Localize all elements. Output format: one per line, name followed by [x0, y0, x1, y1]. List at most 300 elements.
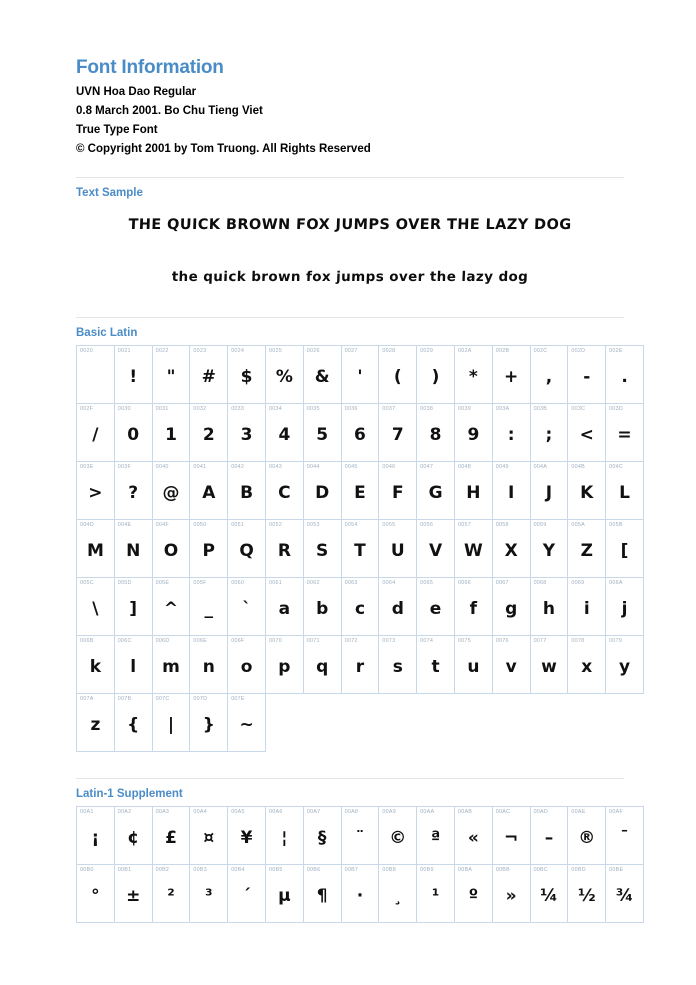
glyph-character: /	[92, 425, 99, 445]
glyph-code-label: 0063	[344, 580, 358, 586]
glyph-cell[interactable]	[379, 520, 417, 578]
glyph-cell[interactable]	[114, 578, 152, 636]
glyph-cell-inner	[77, 807, 114, 864]
glyph-cell[interactable]	[77, 694, 115, 752]
glyph-cell[interactable]	[265, 578, 303, 636]
glyph-cell-inner	[115, 404, 152, 461]
glyph-cell[interactable]	[492, 346, 530, 404]
glyph-cell[interactable]	[303, 346, 341, 404]
glyph-cell-inner	[568, 462, 605, 519]
glyph-cell[interactable]	[379, 404, 417, 462]
glyph-cell[interactable]	[190, 865, 228, 923]
glyph-cell-inner	[153, 520, 190, 577]
glyph-code-label: 007C	[155, 696, 170, 702]
glyph-cell[interactable]	[77, 462, 115, 520]
glyph-code-label: 004F	[155, 522, 169, 528]
glyph-cell-inner	[77, 346, 114, 403]
glyph-character: <	[579, 425, 594, 445]
glyph-code-label: 00B2	[155, 867, 170, 873]
glyph-cell-inner	[228, 865, 265, 922]
glyph-cell[interactable]	[190, 462, 228, 520]
glyph-cell[interactable]	[568, 865, 606, 923]
glyph-code-label: 00A3	[155, 809, 170, 815]
glyph-cell[interactable]	[77, 346, 115, 404]
glyph-character: s	[392, 657, 403, 677]
glyph-cell-inner	[379, 346, 416, 403]
glyph-character: T	[354, 541, 366, 561]
glyph-code-label: 0043	[268, 464, 282, 470]
glyph-cell-inner	[493, 807, 530, 864]
glyph-character: v	[505, 657, 517, 677]
glyph-cell[interactable]	[228, 404, 266, 462]
glyph-character: >	[88, 483, 103, 503]
latin1-supplement-section	[76, 778, 634, 923]
glyph-cell[interactable]	[568, 404, 606, 462]
glyph-cell[interactable]	[568, 636, 606, 694]
glyph-cell[interactable]	[530, 520, 568, 578]
glyph-cell[interactable]	[114, 520, 152, 578]
glyph-character: V	[428, 541, 443, 561]
glyph-cell[interactable]	[303, 404, 341, 462]
glyph-cell-inner	[342, 807, 379, 864]
glyph-character: ½	[577, 886, 596, 906]
glyph-cell[interactable]	[190, 636, 228, 694]
glyph-cell[interactable]	[77, 807, 115, 865]
glyph-cell-empty	[379, 694, 417, 752]
glyph-character: P	[202, 541, 216, 561]
glyph-cell[interactable]	[568, 520, 606, 578]
glyph-cell-inner	[228, 694, 265, 751]
glyph-cell[interactable]	[190, 578, 228, 636]
glyph-code-label: 00B1	[117, 867, 132, 873]
glyph-character: ?	[128, 483, 139, 503]
glyph-cell[interactable]	[114, 807, 152, 865]
font-version-line: 0.8 March 2001. Bo Chu Tieng Viet	[76, 105, 263, 117]
glyph-character: ¾	[615, 886, 634, 906]
glyph-character: -	[583, 367, 591, 387]
glyph-code-label: 00BE	[609, 867, 624, 873]
glyph-character: ¢	[127, 828, 140, 848]
glyph-cell[interactable]	[77, 520, 115, 578]
glyph-code-label: 003D	[609, 406, 624, 412]
glyph-character: ©	[389, 828, 407, 848]
glyph-code-label: 0073	[382, 638, 396, 644]
glyph-cell[interactable]	[454, 578, 492, 636]
glyph-cell[interactable]	[379, 346, 417, 404]
glyph-cell[interactable]	[228, 694, 266, 752]
glyph-character: d	[391, 599, 404, 619]
glyph-cell[interactable]	[114, 404, 152, 462]
glyph-character: _	[204, 599, 214, 619]
glyph-cell[interactable]	[379, 578, 417, 636]
glyph-code-label: 0070	[268, 638, 282, 644]
glyph-cell[interactable]	[228, 578, 266, 636]
glyph-cell-inner	[606, 346, 643, 403]
glyph-cell[interactable]	[114, 694, 152, 752]
glyph-cell-inner	[568, 865, 605, 922]
glyph-cell-inner	[342, 404, 379, 461]
glyph-cell[interactable]	[152, 694, 190, 752]
glyph-cell[interactable]	[228, 520, 266, 578]
glyph-cell[interactable]	[454, 404, 492, 462]
glyph-cell[interactable]	[152, 636, 190, 694]
glyph-cell[interactable]	[341, 520, 379, 578]
glyph-cell-inner	[77, 520, 114, 577]
glyph-cell[interactable]	[341, 636, 379, 694]
glyph-cell[interactable]	[492, 865, 530, 923]
glyph-cell-empty	[265, 694, 303, 752]
glyph-cell[interactable]	[606, 462, 644, 520]
glyph-cell[interactable]	[417, 520, 455, 578]
glyph-character: !	[129, 367, 138, 387]
glyph-cell[interactable]	[228, 807, 266, 865]
glyph-cell[interactable]	[530, 404, 568, 462]
glyph-cell[interactable]	[568, 346, 606, 404]
glyph-cell[interactable]	[568, 462, 606, 520]
glyph-cell[interactable]	[417, 346, 455, 404]
glyph-code-label: 0026	[306, 348, 320, 354]
glyph-code-label: 0037	[382, 406, 396, 412]
glyph-cell-inner	[77, 462, 114, 519]
glyph-code-label: 00A6	[268, 809, 283, 815]
glyph-code-label: 0058	[495, 522, 509, 528]
glyph-code-label: 003C	[571, 406, 586, 412]
glyph-character: U	[390, 541, 405, 561]
glyph-code-label: 005A	[571, 522, 585, 528]
glyph-cell[interactable]	[379, 462, 417, 520]
glyph-cell[interactable]	[454, 462, 492, 520]
glyph-code-label: 0051	[231, 522, 245, 528]
glyph-cell-inner	[568, 404, 605, 461]
glyph-code-label: 00BA	[457, 867, 473, 873]
glyph-character: °	[91, 886, 100, 906]
glyph-cell[interactable]	[492, 404, 530, 462]
glyph-cell-inner	[153, 636, 190, 693]
glyph-code-label: 007A	[80, 696, 94, 702]
glyph-character: n	[202, 657, 215, 677]
font-name-line: UVN Hoa Dao Regular	[76, 86, 197, 98]
glyph-cell[interactable]	[341, 404, 379, 462]
glyph-cell[interactable]	[265, 865, 303, 923]
glyph-cell[interactable]	[568, 807, 606, 865]
glyph-character: r	[355, 657, 365, 677]
glyph-cell[interactable]	[265, 462, 303, 520]
glyph-table-row	[77, 578, 644, 636]
glyph-cell[interactable]	[530, 346, 568, 404]
basic-latin-glyph-table	[76, 345, 644, 752]
glyph-cell[interactable]	[190, 807, 228, 865]
glyph-character: C	[278, 483, 291, 503]
glyph-character: a	[278, 599, 291, 619]
glyph-cell[interactable]	[606, 636, 644, 694]
glyph-cell[interactable]	[454, 636, 492, 694]
glyph-code-label: 0032	[193, 406, 207, 412]
glyph-character: )	[431, 367, 440, 387]
glyph-cell[interactable]	[152, 404, 190, 462]
glyph-character: ¼	[540, 886, 558, 906]
glyph-cell[interactable]	[417, 404, 455, 462]
glyph-code-label: 00A4	[193, 809, 207, 815]
glyph-cell[interactable]	[492, 462, 530, 520]
glyph-character: ¤	[203, 828, 215, 848]
glyph-cell[interactable]	[530, 578, 568, 636]
glyph-code-label: 002B	[495, 348, 510, 354]
glyph-cell-inner	[417, 404, 454, 461]
glyph-character: c	[354, 599, 366, 619]
glyph-cell[interactable]	[530, 807, 568, 865]
glyph-cell[interactable]	[379, 807, 417, 865]
glyph-cell-inner	[304, 807, 341, 864]
glyph-cell-inner	[77, 404, 114, 461]
glyph-character: {	[127, 715, 140, 735]
glyph-character: ^	[163, 599, 179, 619]
glyph-code-label: 0056	[420, 522, 434, 528]
copyright-line: © Copyright 2001 by Tom Truong. All Rights Reserved	[76, 143, 371, 155]
glyph-cell[interactable]	[606, 578, 644, 636]
glyph-cell-inner	[417, 578, 454, 635]
glyph-code-label: 0069	[571, 580, 585, 586]
glyph-cell[interactable]	[190, 346, 228, 404]
glyph-code-label: 003A	[495, 406, 510, 412]
glyph-character: ]	[129, 599, 138, 619]
glyph-code-label: 00A2	[117, 809, 132, 815]
glyph-cell-inner	[228, 346, 265, 403]
glyph-code-label: 0053	[306, 522, 320, 528]
glyph-cell-inner	[228, 462, 265, 519]
glyph-cell[interactable]	[152, 578, 190, 636]
glyph-code-label: 0050	[193, 522, 207, 528]
glyph-code-label: 0071	[306, 638, 320, 644]
glyph-character: ·	[356, 886, 364, 906]
glyph-character: K	[580, 483, 594, 503]
glyph-cell[interactable]	[228, 865, 266, 923]
glyph-character: l	[130, 657, 137, 677]
glyph-cell-inner	[77, 694, 114, 751]
glyph-cell[interactable]	[114, 636, 152, 694]
glyph-cell[interactable]	[606, 520, 644, 578]
glyph-cell[interactable]	[530, 865, 568, 923]
glyph-cell[interactable]	[190, 694, 228, 752]
glyph-cell[interactable]	[341, 807, 379, 865]
glyph-character: 7	[391, 425, 404, 445]
glyph-cell[interactable]	[492, 636, 530, 694]
glyph-cell[interactable]	[492, 807, 530, 865]
glyph-code-label: 003B	[533, 406, 548, 412]
glyph-cell[interactable]	[114, 462, 152, 520]
glyph-cell[interactable]	[265, 520, 303, 578]
glyph-cell[interactable]	[454, 865, 492, 923]
glyph-cell-inner	[304, 346, 341, 403]
glyph-code-label: 0066	[457, 580, 471, 586]
glyph-cell-inner	[77, 578, 114, 635]
glyph-cell[interactable]	[303, 865, 341, 923]
glyph-cell[interactable]	[379, 865, 417, 923]
glyph-character: `	[242, 599, 251, 619]
glyph-character: ²	[167, 886, 175, 906]
glyph-cell-inner	[568, 636, 605, 693]
glyph-cell[interactable]	[341, 865, 379, 923]
glyph-cell[interactable]	[228, 462, 266, 520]
glyph-cell[interactable]	[152, 865, 190, 923]
glyph-code-label: 00AA	[420, 809, 435, 815]
glyph-cell[interactable]	[530, 462, 568, 520]
glyph-code-label: 00A1	[80, 809, 94, 815]
section-divider	[76, 177, 624, 178]
glyph-cell-inner	[531, 462, 568, 519]
glyph-cell-inner	[153, 865, 190, 922]
glyph-character: [	[620, 541, 629, 561]
glyph-cell-inner	[379, 462, 416, 519]
glyph-cell[interactable]	[77, 404, 115, 462]
glyph-cell[interactable]	[341, 462, 379, 520]
glyph-cell[interactable]	[114, 865, 152, 923]
glyph-character: p	[278, 657, 291, 677]
glyph-character: q	[316, 657, 329, 677]
glyph-cell[interactable]	[228, 346, 266, 404]
glyph-character: Q	[239, 541, 254, 561]
glyph-code-label: 0049	[495, 464, 509, 470]
glyph-character: e	[429, 599, 442, 619]
glyph-cell[interactable]	[303, 636, 341, 694]
glyph-cell-inner	[417, 520, 454, 577]
glyph-cell-inner	[493, 636, 530, 693]
glyph-character: i	[583, 599, 590, 619]
glyph-table-row	[77, 807, 644, 865]
glyph-cell-inner	[115, 865, 152, 922]
glyph-character: f	[469, 599, 478, 619]
glyph-cell[interactable]	[530, 636, 568, 694]
glyph-cell[interactable]	[606, 865, 644, 923]
glyph-code-label: 0079	[609, 638, 623, 644]
glyph-cell[interactable]	[228, 636, 266, 694]
glyph-code-label: 0021	[117, 348, 131, 354]
glyph-cell-inner	[190, 346, 227, 403]
glyph-code-label: 0042	[231, 464, 245, 470]
glyph-cell[interactable]	[114, 346, 152, 404]
glyph-code-label: 0075	[457, 638, 471, 644]
glyph-code-label: 00BC	[533, 867, 549, 873]
glyph-cell[interactable]	[454, 520, 492, 578]
glyph-character: t	[431, 657, 440, 677]
glyph-cell-inner	[493, 346, 530, 403]
glyph-cell-inner	[304, 578, 341, 635]
glyph-code-label: 0076	[495, 638, 509, 644]
glyph-character: :	[507, 425, 515, 445]
glyph-cell-inner	[568, 520, 605, 577]
glyph-cell[interactable]	[606, 346, 644, 404]
glyph-cell-inner	[304, 404, 341, 461]
glyph-cell-empty	[568, 694, 606, 752]
glyph-cell[interactable]	[606, 807, 644, 865]
glyph-code-label: 00AC	[495, 809, 511, 815]
glyph-table-row	[77, 636, 644, 694]
glyph-cell-inner	[342, 636, 379, 693]
glyph-character: 3	[240, 425, 253, 445]
glyph-code-label: 005C	[80, 580, 94, 586]
glyph-cell[interactable]	[152, 346, 190, 404]
glyph-character: ¯	[620, 828, 629, 848]
glyph-cell[interactable]	[492, 578, 530, 636]
glyph-cell[interactable]	[77, 578, 115, 636]
glyph-cell[interactable]	[303, 520, 341, 578]
glyph-code-label: 0036	[344, 406, 358, 412]
glyph-cell[interactable]	[417, 462, 455, 520]
glyph-cell[interactable]	[152, 520, 190, 578]
glyph-code-label: 0054	[344, 522, 358, 528]
glyph-code-label: 004C	[609, 464, 624, 470]
glyph-character: H	[466, 483, 481, 503]
glyph-code-label: 002D	[571, 348, 586, 354]
glyph-cell-empty	[454, 694, 492, 752]
glyph-code-label: 0052	[268, 522, 282, 528]
glyph-cell-inner	[304, 636, 341, 693]
glyph-character: 6	[354, 425, 366, 445]
glyph-cell-inner	[266, 578, 303, 635]
glyph-cell[interactable]	[417, 865, 455, 923]
glyph-cell[interactable]	[417, 807, 455, 865]
glyph-cell[interactable]	[454, 346, 492, 404]
glyph-cell[interactable]	[265, 346, 303, 404]
glyph-cell[interactable]	[568, 578, 606, 636]
glyph-code-label: 0072	[344, 638, 358, 644]
glyph-cell-inner	[190, 865, 227, 922]
latin1-supplement-rows	[77, 807, 644, 923]
glyph-cell[interactable]	[417, 636, 455, 694]
glyph-character: }	[202, 715, 215, 735]
glyph-cell[interactable]	[77, 636, 115, 694]
glyph-character: ³	[205, 886, 213, 906]
glyph-cell-inner	[266, 346, 303, 403]
glyph-cell[interactable]	[152, 807, 190, 865]
glyph-character: W	[463, 541, 483, 561]
glyph-cell-inner	[115, 346, 152, 403]
glyph-character: Y	[542, 541, 556, 561]
glyph-character: @	[162, 483, 180, 503]
glyph-character: \	[92, 599, 99, 619]
glyph-cell[interactable]	[454, 807, 492, 865]
glyph-cell[interactable]	[152, 462, 190, 520]
glyph-character: Z	[580, 541, 593, 561]
glyph-character: ~	[239, 715, 254, 735]
glyph-cell-inner	[266, 520, 303, 577]
glyph-cell[interactable]	[379, 636, 417, 694]
glyph-cell-inner	[531, 865, 568, 922]
glyph-cell[interactable]	[417, 578, 455, 636]
glyph-cell[interactable]	[190, 404, 228, 462]
glyph-code-label: 00B6	[306, 867, 321, 873]
glyph-table-row	[77, 865, 644, 923]
glyph-cell[interactable]	[341, 578, 379, 636]
glyph-code-label: 004A	[533, 464, 548, 470]
glyph-cell[interactable]	[190, 520, 228, 578]
glyph-cell[interactable]	[492, 520, 530, 578]
glyph-cell[interactable]	[303, 462, 341, 520]
glyph-cell-inner	[228, 520, 265, 577]
glyph-cell[interactable]	[606, 404, 644, 462]
glyph-cell[interactable]	[303, 807, 341, 865]
glyph-cell[interactable]	[265, 404, 303, 462]
glyph-cell[interactable]	[77, 865, 115, 923]
glyph-cell[interactable]	[265, 636, 303, 694]
glyph-cell[interactable]	[341, 346, 379, 404]
glyph-code-label: 003F	[117, 464, 132, 470]
glyph-cell[interactable]	[265, 807, 303, 865]
glyph-character: M	[86, 541, 104, 561]
glyph-code-label: 0064	[382, 580, 396, 586]
glyph-code-label: 0034	[268, 406, 282, 412]
glyph-code-label: 0077	[533, 638, 547, 644]
glyph-cell[interactable]	[303, 578, 341, 636]
